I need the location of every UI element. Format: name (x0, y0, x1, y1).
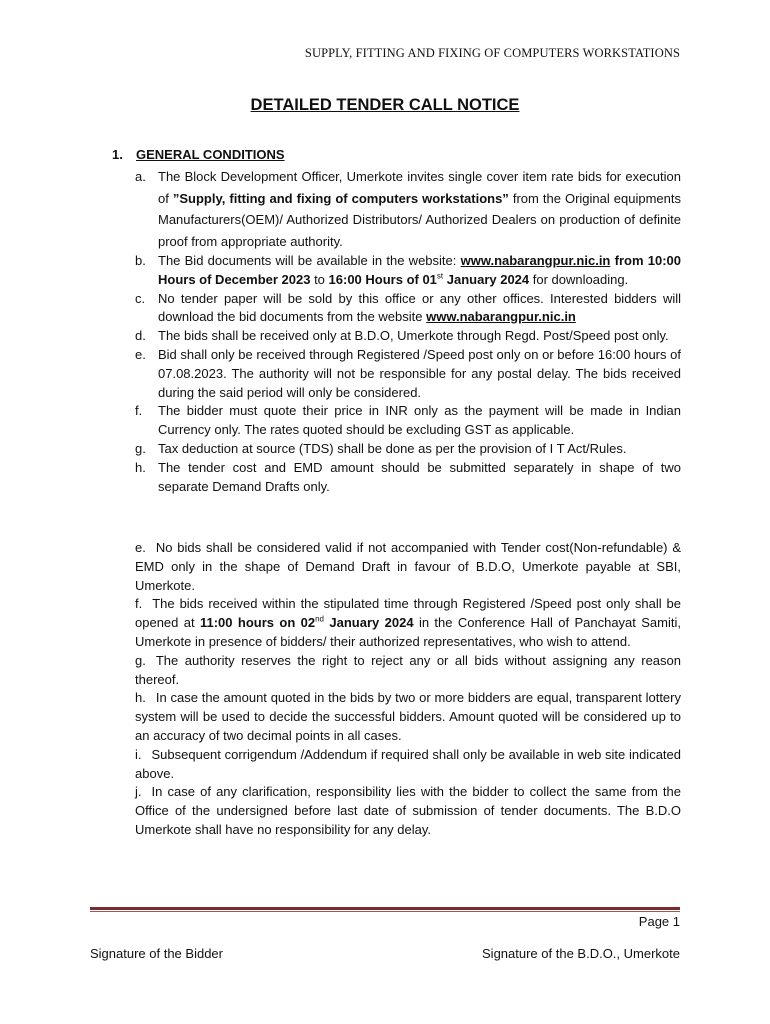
item-bold-text: January 2024 (324, 615, 414, 631)
item-bold-text: 16:00 Hours of 01 (328, 271, 437, 287)
item-text: for downloading. (529, 271, 629, 287)
item-text: The bids received within the stipulated time through Registered /Speed post only shall be opened at (135, 596, 681, 631)
conditions-continued (135, 539, 681, 840)
running-header: SUPPLY, FITTING AND FIXING OF COMPUTERS WORKSTATIONS (304, 46, 680, 60)
condition-h2 (135, 689, 681, 745)
item-text: in the Conference Hall of Panchayat Samiti, Umerkote in presence of bidders/ their authorized representatives, who wish to attend. (135, 615, 681, 649)
item-text: In case of any clarification, responsibility lies with the bidder to collect the same from the Office of the undersigned before last date of submission of tender documents. The B.D.O Umerkote shall have no responsibility for any delay. (135, 784, 681, 837)
website-link[interactable]: www.nabarangpur.nic.in (460, 253, 611, 268)
item-label: i. (135, 746, 142, 762)
condition-d (135, 327, 681, 346)
condition-e2 (135, 539, 681, 595)
bdo-signature-label: Signature of the B.D.O., Umerkote (482, 946, 680, 961)
condition-a (135, 166, 681, 252)
page-number: Page 1 (638, 914, 680, 929)
item-text: The tender cost and EMD amount should be submitted separately in shape of two separate Demand Drafts only. (158, 459, 681, 494)
item-label: e. (135, 346, 146, 362)
item-text: The bids shall be received only at B.D.O, Umerkote through Regd. Post/Speed post only. (158, 328, 669, 344)
website-link[interactable]: www.nabarangpur.nic.in (426, 309, 576, 325)
condition-c (135, 290, 681, 328)
superscript: st (436, 271, 444, 281)
bidder-signature-label: Signature of the Bidder (90, 946, 223, 961)
item-bold-text: 11:00 hours on 02 (199, 615, 316, 631)
item-text: The bidder must quote their price in INR only as the payment will be made in Indian Currency only. The rates quoted should be excluding GST as applicable. (158, 403, 681, 438)
item-label: g. (135, 440, 146, 456)
section-heading (112, 147, 285, 162)
item-text: The Bid documents will be available in the website: (158, 253, 461, 268)
item-text: No tender paper will be sold by this office or any other offices. Interested bidders will download the bid documents from the website (158, 290, 681, 325)
item-label: f. (135, 403, 143, 419)
conditions-list (135, 166, 681, 496)
item-text: Subsequent corrigendum /Addendum if required shall only be available in web site indicated above. (135, 746, 681, 781)
condition-j (135, 783, 681, 839)
item-bold-text: ”Supply, fitting and fixing of computers workstations” (172, 190, 509, 206)
item-text: The authority reserves the right to reject any or all bids without assigning any reason thereof. (135, 652, 681, 687)
item-text: from the Original equipments Manufacturers(OEM)/ Authorized Distributors/ Authorized Dealers on production of definite proof from appropriate authority. (158, 190, 681, 249)
condition-g (135, 440, 681, 459)
condition-e (135, 346, 681, 402)
condition-f2 (135, 595, 681, 651)
item-label: j. (135, 784, 142, 800)
item-label: a. (135, 169, 146, 184)
item-text: Tax deduction at source (TDS) shall be done as per the provision of I T Act/Rules. (158, 440, 627, 456)
item-label: c. (135, 290, 146, 306)
item-text: The Block Development Officer, Umerkote invites single cover item rate bids for execution of (158, 169, 681, 206)
item-label: d. (135, 328, 146, 344)
item-bold-text: January 2024 (443, 271, 530, 287)
condition-i (135, 746, 681, 784)
item-label: g. (135, 652, 146, 668)
item-label: h. (135, 690, 146, 706)
condition-g2 (135, 652, 681, 690)
condition-h (135, 459, 681, 497)
item-text: to (310, 271, 329, 287)
section-number: 1. (112, 147, 123, 162)
condition-b (135, 252, 681, 290)
item-label: f. (135, 596, 143, 612)
superscript: nd (315, 614, 325, 624)
item-text: No bids shall be considered valid if not accompanied with Tender cost(Non-refundable) & EMD only in the shape of Demand Draft in favour of B.D.O, Umerkote payable at SBI, Umerkote. (135, 540, 681, 593)
condition-f (135, 402, 681, 440)
item-label: b. (135, 253, 146, 268)
footer-divider (90, 907, 680, 910)
section-title: GENERAL CONDITIONS (136, 147, 285, 162)
item-label: h. (135, 459, 146, 475)
item-label: e. (135, 540, 146, 555)
item-text: In case the amount quoted in the bids by two or more bidders are equal, transparent lottery system will be used to decide the successful bidders. Amount quoted will be considered up to an accuracy of two decimal points in all cases. (135, 690, 681, 743)
footer-divider-thin (90, 911, 680, 912)
item-bold-text: from 10:00 Hours of December 2023 (158, 253, 681, 287)
item-text: Bid shall only be received through Registered /Speed post only on or before 16:00 hours of 07.08.2023. The authority will not be responsible for any postal delay. The bids received during the said period will only be considered. (158, 346, 681, 400)
document-title: DETAILED TENDER CALL NOTICE (250, 96, 520, 114)
